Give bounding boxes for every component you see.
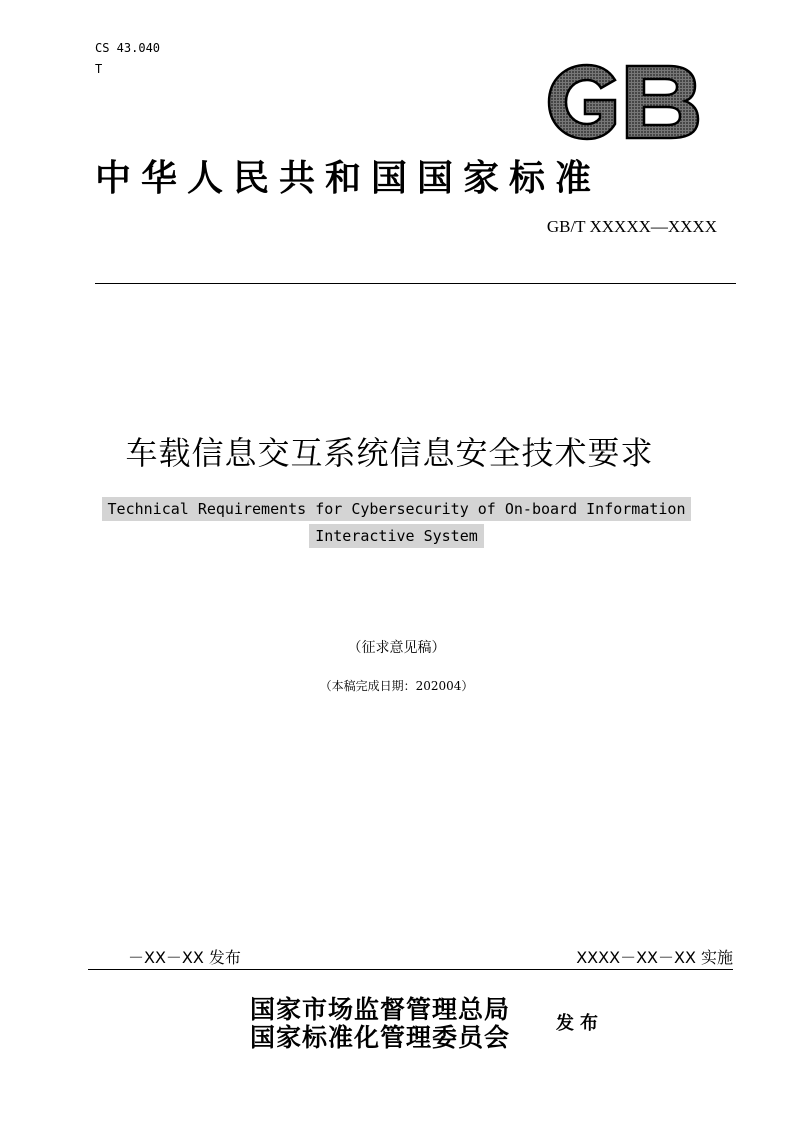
document-title-en-line-1	[0, 500, 793, 518]
document-title-en-line-2-text: Interactive System	[309, 524, 484, 548]
standard-number: GB/T XXXXX—XXXX	[546, 217, 717, 236]
issuing-authority-2: 国家标准化管理委员会	[250, 1023, 511, 1052]
draft-status: （征求意见稿）	[347, 640, 446, 656]
ics-code: CS 43.040	[95, 41, 161, 55]
header-divider	[95, 283, 736, 284]
clc-code: T	[95, 62, 103, 76]
issue-date: －XX－XX 发布	[128, 948, 241, 967]
gb-logo-icon	[545, 62, 701, 142]
footer-divider	[88, 969, 733, 970]
document-title-en-line-2	[0, 527, 793, 545]
document-title-en-line-1-text: Technical Requirements for Cybersecurity of On-board Information	[102, 497, 692, 521]
publish-label: 发布	[556, 1013, 604, 1034]
implement-date: XXXX－XX－XX 实施	[576, 948, 733, 967]
document-title-cn	[0, 428, 793, 474]
document-title-cn-text: 车载信息交互系统信息安全技术要求	[125, 434, 654, 472]
issuing-authority-1: 国家市场监督管理总局	[250, 995, 511, 1024]
completion-date: （本稿完成日期：202004）	[319, 679, 474, 693]
standard-title: 中华人民共和国国家标准	[95, 157, 602, 199]
